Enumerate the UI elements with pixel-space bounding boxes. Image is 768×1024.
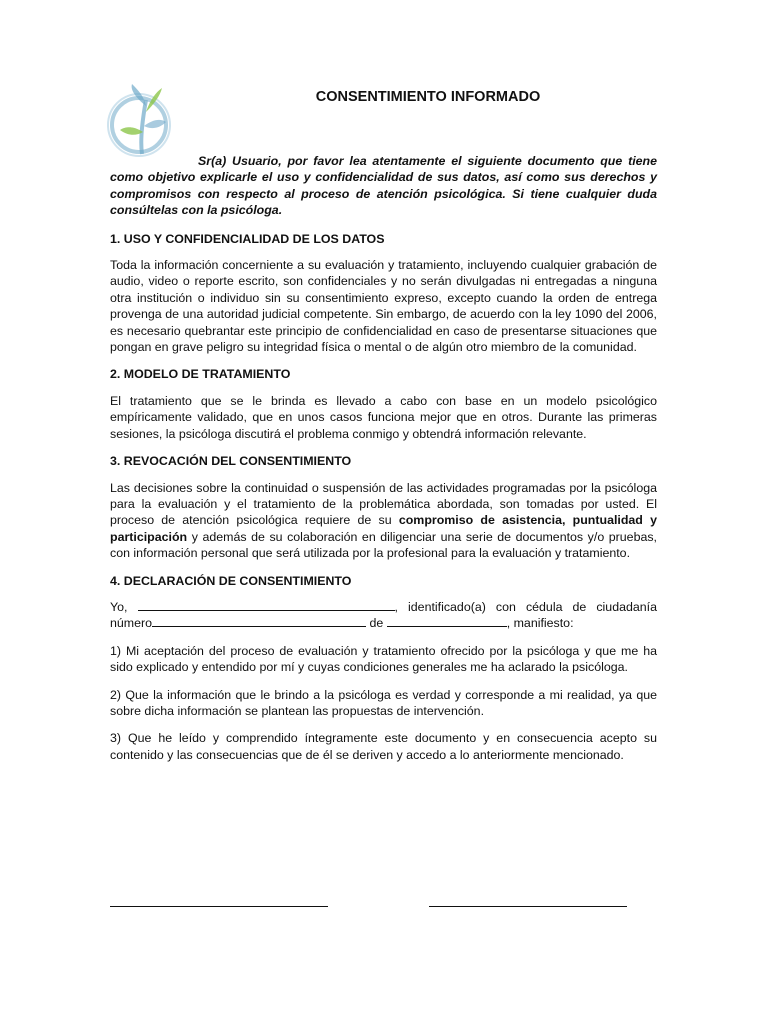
declaration-manifiesto: , manifiesto:: [506, 616, 574, 631]
name-field[interactable]: [138, 599, 395, 611]
section-text-2: El tratamiento que se le brinda es llevado a cabo con base en un modelo psicológico empíricamente validado, que en unos casos funciona mejor que en otros. Durante las primeras sesiones, la psicóloga discutirá el problema conmigo y obtendrá información relevante.: [110, 393, 657, 441]
declaration-point-1: 1) Mi aceptación del proceso de evaluación y tratamiento ofrecido por la psicóloga y que me ha sido explicado y entendido por mí y cuyas condiciones generales me ha aclarado la psicóloga.: [110, 643, 657, 675]
section-text-3: [110, 480, 657, 562]
section-heading-2: 2. MODELO DE TRATAMIENTO: [110, 367, 291, 382]
document-body: [110, 153, 657, 774]
declaration-yo: Yo,: [110, 599, 128, 614]
declaration-line: [110, 599, 657, 632]
section-text-3-bold: compromiso de asistencia, puntualidad y participación: [110, 513, 657, 544]
section-text-3b: y además de su colaboración en diligenciar una serie de documentos y/o pruebas, con información personal que será utilizada por la profesional para la evaluación y tratamiento.: [110, 529, 657, 561]
declaration-identificado: , identificado(a) con cédula de ciudadanía: [394, 599, 657, 614]
section-heading-4: 4. DECLARACIÓN DE CONSENTIMIENTO: [110, 573, 352, 588]
document-title: CONSENTIMIENTO INFORMADO: [315, 89, 541, 105]
signature-line-left[interactable]: [110, 905, 328, 907]
section-heading-1: 1. USO Y CONFIDENCIALIDAD DE LOS DATOS: [110, 231, 385, 246]
declaration-point-2: 2) Que la información que le brindo a la psicóloga es verdad y corresponde a mi realidad, ya que sobre dicha información se plantean las propuestas de intervención.: [110, 687, 657, 718]
id-place-field[interactable]: [387, 615, 507, 627]
section-text-3a: Las decisiones sobre la continuidad o suspensión de las actividades programadas por la psicóloga para la evaluación y el tratamiento de la problemática abordada, son tomadas por usted. El proceso de atención psicológica requiere de su: [110, 480, 657, 528]
declaration-de: de: [369, 616, 384, 631]
intro-paragraph: Sr(a) Usuario, por favor lea atentamente el siguiente documento que tiene como objetivo explicarle el uso y confidencialidad de sus datos, así como sus derechos y compromisos con respecto al proceso de atención psicológica. Si tiene cualquier duda consúltelas con la psicóloga.: [110, 154, 657, 218]
id-number-field[interactable]: [152, 615, 366, 627]
section-heading-3: 3. REVOCACIÓN DEL CONSENTIMIENTO: [110, 454, 352, 469]
signature-line-right[interactable]: [429, 905, 627, 907]
declaration-numero: número: [110, 616, 153, 631]
section-text-1: Toda la información concerniente a su evaluación y tratamiento, incluyendo cualquier grabación de audio, video o reporte escrito, son confidenciales y no serán divulgadas ni entregadas a ninguna otra institución o individuo sin su consentimiento expreso, excepto cuando la orden de entrega provenga de una autoridad judicial competente. Sin embargo, de acuerdo con la ley 1090 del 2006, es necesario quebrantar este principio de confidencialidad en caso de presentarse situaciones que pongan en grave peligro su integridad física o mental o de algún otro miembro de la comunidad.: [110, 258, 657, 355]
declaration-point-3: 3) Que he leído y comprendido íntegramente este documento y en consecuencia acepto su contenido y las consecuencias que de él se deriven y accedo a lo anteriormente mencionado.: [110, 731, 657, 762]
